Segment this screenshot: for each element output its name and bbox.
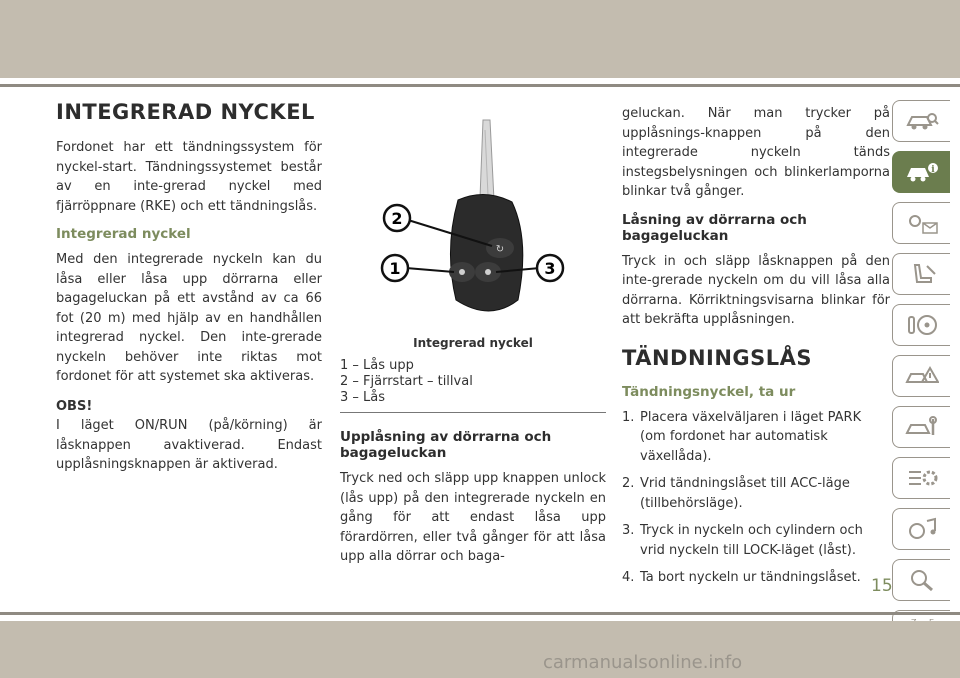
subheading-tandningsnyckel: Tändningsnyckel, ta ur (622, 383, 796, 400)
tab-steering[interactable] (892, 304, 950, 346)
car-info-icon (905, 160, 939, 184)
list-item (622, 521, 890, 560)
intro-paragraph: Fordonet har ett tändningssystem för nyckel-start. Tändningssystemet består av en inte-grerad nyckel med fjärröppnare (RKE) och ett tändningslås. (56, 140, 322, 214)
steps-list (622, 408, 890, 588)
step-number: 4. (622, 570, 635, 585)
step-text: Vrid tändningslåset till ACC-läge (tillbehörsläge). (640, 476, 850, 511)
tab-car-service[interactable] (892, 406, 950, 448)
key-fob-illustration (340, 100, 606, 330)
top-band (0, 0, 960, 78)
search-icon (905, 568, 939, 592)
tab-car-search[interactable] (892, 100, 950, 142)
step-number: 3. (622, 523, 635, 538)
subheading-lasning: Låsning av dörrarna och bagageluckan (622, 211, 807, 244)
car-warning-icon (905, 364, 939, 388)
tab-warning-lights[interactable] (892, 202, 950, 244)
page-number: 15 (871, 576, 893, 596)
watermark: carmanualsonline.info (543, 652, 743, 673)
multimedia-icon (905, 517, 939, 541)
tab-car-info[interactable] (892, 151, 950, 193)
car-service-icon (905, 415, 939, 439)
column-3 (622, 104, 890, 596)
note-title: OBS! (56, 398, 93, 414)
tab-specs[interactable] (892, 457, 950, 499)
callout-3: 3 (544, 259, 556, 278)
car-search-icon (905, 109, 939, 133)
bottom-rule (0, 612, 960, 615)
tab-seat[interactable] (892, 253, 950, 295)
svg-text:i: i (930, 165, 935, 175)
top-rule (0, 84, 960, 87)
list-item (622, 568, 890, 588)
svg-text:↻: ↻ (495, 244, 505, 255)
continued-paragraph: geluckan. När man trycker på upplåsnings-knappen på den integrerade nyckeln tänds instegsbelysningen och blinkerlamporna blinkar två gånger. (622, 106, 890, 199)
callout-1: 1 (389, 259, 401, 278)
legend-item-3: 3 – Lås (340, 390, 386, 405)
column-1 (56, 100, 322, 485)
tab-search[interactable] (892, 559, 950, 601)
figure-caption-title: Integrerad nyckel (413, 336, 533, 350)
legend-item-1: 1 – Lås upp (340, 358, 414, 373)
chapter-tabs (892, 100, 950, 661)
section-heading-integrerad-nyckel: INTEGRERAD NYCKEL (56, 100, 315, 124)
step-number: 1. (622, 409, 635, 425)
column-2 (340, 100, 606, 577)
step-number: 2. (622, 476, 635, 491)
tab-multimedia[interactable] (892, 508, 950, 550)
step-text: Tryck in nyckeln och cylindern och vrid nyckeln till LOCK-läget (låst). (640, 523, 863, 558)
steering-wheel-icon (905, 313, 939, 337)
seat-icon (905, 262, 939, 286)
key-fob-figure (340, 100, 606, 330)
callout-2: 2 (391, 209, 403, 228)
subheading-upplasning: Upplåsning av dörrarna och bagageluckan (340, 429, 552, 461)
upplasning-paragraph: Tryck ned och släpp upp knappen unlock (lås upp) på den integrerade nyckeln en gång för att endast låsa upp förardörren, eller två gånger för att låsa upp alla dörrar och baga- (340, 471, 606, 564)
subheading-integrerad-nyckel: Integrerad nyckel (56, 226, 191, 242)
list-item (622, 408, 890, 467)
body-paragraph: Med den integrerade nyckeln kan du låsa eller låsa upp dörrarna eller bagageluckan på ett avstånd av ca 66 fot (20 m) med hjälp av en handhållen integrerad nyckel. Den inte-grerade nyckeln behöver inte riktas mot fordonet för att systemet ska aktiveras. (56, 252, 322, 384)
specs-gear-icon (905, 466, 939, 490)
legend-item-2: 2 – Fjärrstart – tillval (340, 374, 473, 389)
step-text: Placera växelväljaren i läget PARK (om fordonet har automatisk växellåda). (640, 409, 862, 464)
section-heading-tandningslas: TÄNDNINGSLÅS (622, 345, 813, 370)
bottom-band (0, 621, 960, 678)
tab-car-warning[interactable] (892, 355, 950, 397)
warning-lights-icon (905, 211, 939, 235)
step-text: Ta bort nyckeln ur tändningslåset. (640, 570, 861, 585)
caption-divider (340, 412, 606, 413)
list-item (622, 474, 890, 513)
note-body: I läget ON/RUN (på/körning) är låsknappen avaktiverad. Endast upplåsningsknappen är aktiverad. (56, 418, 322, 472)
lasning-paragraph: Tryck in och släpp låsknappen på den inte-grerade nyckeln om du vill låsa alla dörrarna. Körriktningsvisarna blinkar för att bekräfta upplåsningen. (622, 253, 890, 327)
